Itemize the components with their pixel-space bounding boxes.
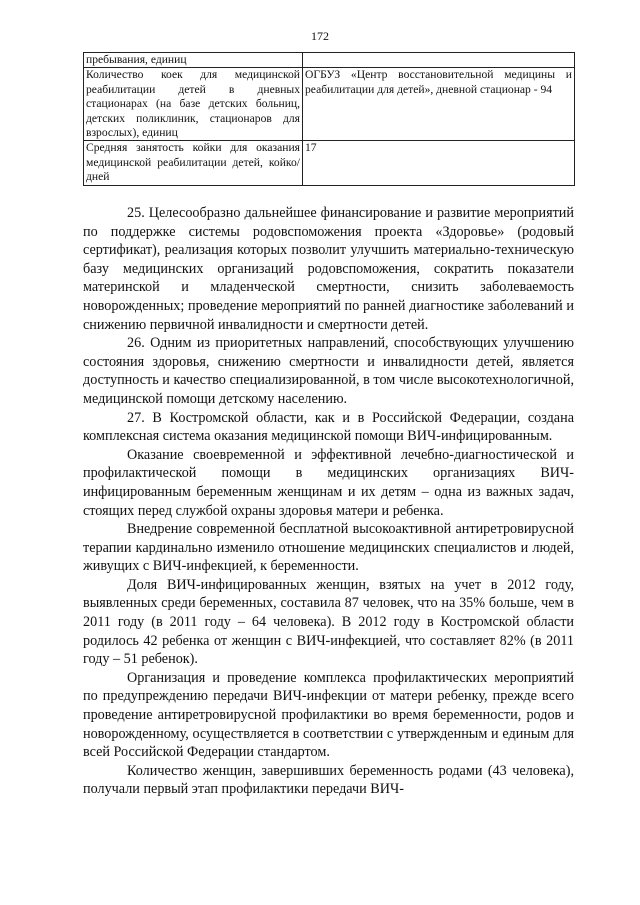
table-cell: 17 (303, 141, 575, 186)
table-cell: Средняя занятость койки для оказания медицинской реабилитации детей, койко/дней (84, 141, 303, 186)
paragraph: Внедрение современной бесплатной высокоактивной антиретровирусной терапии кардинально изменило отношение медицинских специалистов и людей, живущих с ВИЧ-инфекцией, к беременности. (83, 521, 574, 575)
paragraph: 26. Одним из приоритетных направлений, способствующих улучшению состояния здоровья, снижению смертности и инвалидности детей, является доступность и качество специализированной, в том числе высокотехнологичной, медицинской помощи детскому населению. (83, 335, 574, 407)
paragraph: Организация и проведение комплекса профилактических мероприятий по предупреждению передачи ВИЧ-инфекции от матери ребенку, прежде всего проведение антиретровирусной профилактики во время беременности, родов и новорожденному, осуществляется в соответствии с утвержденным и единым для всей Российской Федерации стандартом. (83, 669, 574, 761)
page-number: 172 (311, 29, 329, 43)
paragraph: 25. Целесообразно дальнейшее финансирование и развитие мероприятий по поддержке системы родовспоможения проекта «Здоровье» (родовый сертификат), реализация которых позволит улучшить материально-техническую базу медицинских организаций родовспоможения, сократить показатели материнской и младенческой смертности, снизить заболеваемость новорожденных; проведение мероприятий по ранней диагностике заболеваний и снижению первичной инвалидности и смертности детей. (83, 205, 574, 333)
paragraph: Доля ВИЧ-инфицированных женщин, взятых на учет в 2012 году, выявленных среди беременных, составила 87 человек, что на 35% больше, чем в 2011 году (в 2011 году – 64 человека). В 2012 году в Костромской области родилось 42 ребенка от женщин с ВИЧ-инфекцией, что составляет 82% (в 2011 году – 51 ребенок). (83, 576, 574, 668)
table-cell: Количество коек для медицинской реабилитации детей в дневных стационарах (на базе детских больниц, детских поликлиник, стационаров для взрослых), единиц (84, 68, 303, 141)
table-row (84, 53, 575, 68)
paragraph: Оказание своевременной и эффективной лечебно-диагностической и профилактической помощи в медицинских организациях ВИЧ-инфицированным беременным женщинам и их детям – одна из важных задач, стоящих перед службой охраны здоровья матери и ребенка. (83, 446, 574, 519)
table-row (84, 141, 575, 186)
table-cell: пребывания, единиц (84, 53, 303, 68)
table-cell (303, 53, 575, 68)
table-cell: ОГБУЗ «Центр восстановительной медицины и реабилитации для детей», дневной стационар - 94 (303, 68, 575, 141)
document-body (83, 204, 574, 799)
table-row (84, 68, 575, 141)
paragraph: Количество женщин, завершивших беременность родами (43 человека), получали первый этап профилактики передачи ВИЧ- (83, 762, 574, 798)
indicator-table (83, 52, 575, 186)
paragraph: 27. В Костромской области, как и в Российской Федерации, создана комплексная система оказания медицинской помощи ВИЧ-инфицированным. (83, 409, 574, 445)
